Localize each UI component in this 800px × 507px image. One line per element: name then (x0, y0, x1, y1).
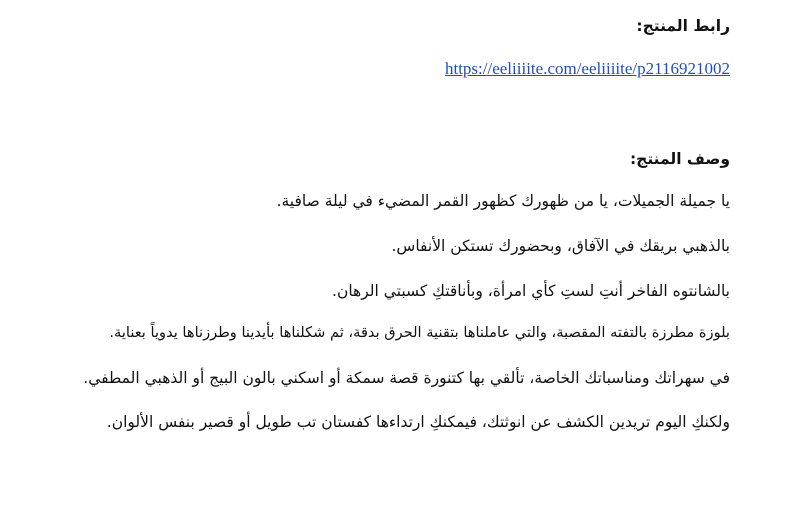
product-link[interactable]: https://eeliiiite.com/eeliiiite/p2116921002 (444, 59, 730, 78)
description-paragraph-3: بالشانتوه الفاخر أنتِ لستِ كأي امرأة، وبأناقتكِ كسبتي الرهان. (332, 282, 730, 300)
description-paragraph-2: بالذهبي بريقك في الآفاق، وبحضورك تستكن الأنفاس. (391, 237, 730, 255)
description-paragraph-4: بلوزة مطرزة بالتفته المقصبة، والتي عاملناها بتقنية الحرق بدقة، ثم شكلناها بأيدينا وطرزناها يدوياً بعناية. (109, 324, 730, 341)
description-paragraph-6: ولكنكِ اليوم تريدين الكشف عن انوثتك، فيمكنكِ ارتداءها كفستان تب طويل أو قصير بنفس الألوان. (106, 413, 730, 431)
product-description-heading: وصف المنتج: (629, 150, 730, 168)
description-paragraph-5: في سهراتك ومناسباتك الخاصة، تألقي بها كتنورة قصة سمكة أو اسكني بالون البيج أو الذهبي المطفي. (83, 369, 730, 387)
product-link-heading: رابط المنتج: (636, 17, 730, 35)
description-paragraph-1: يا جميلة الجميلات، يا من ظهورك كظهور القمر المضيء في ليلة صافية. (276, 192, 730, 210)
